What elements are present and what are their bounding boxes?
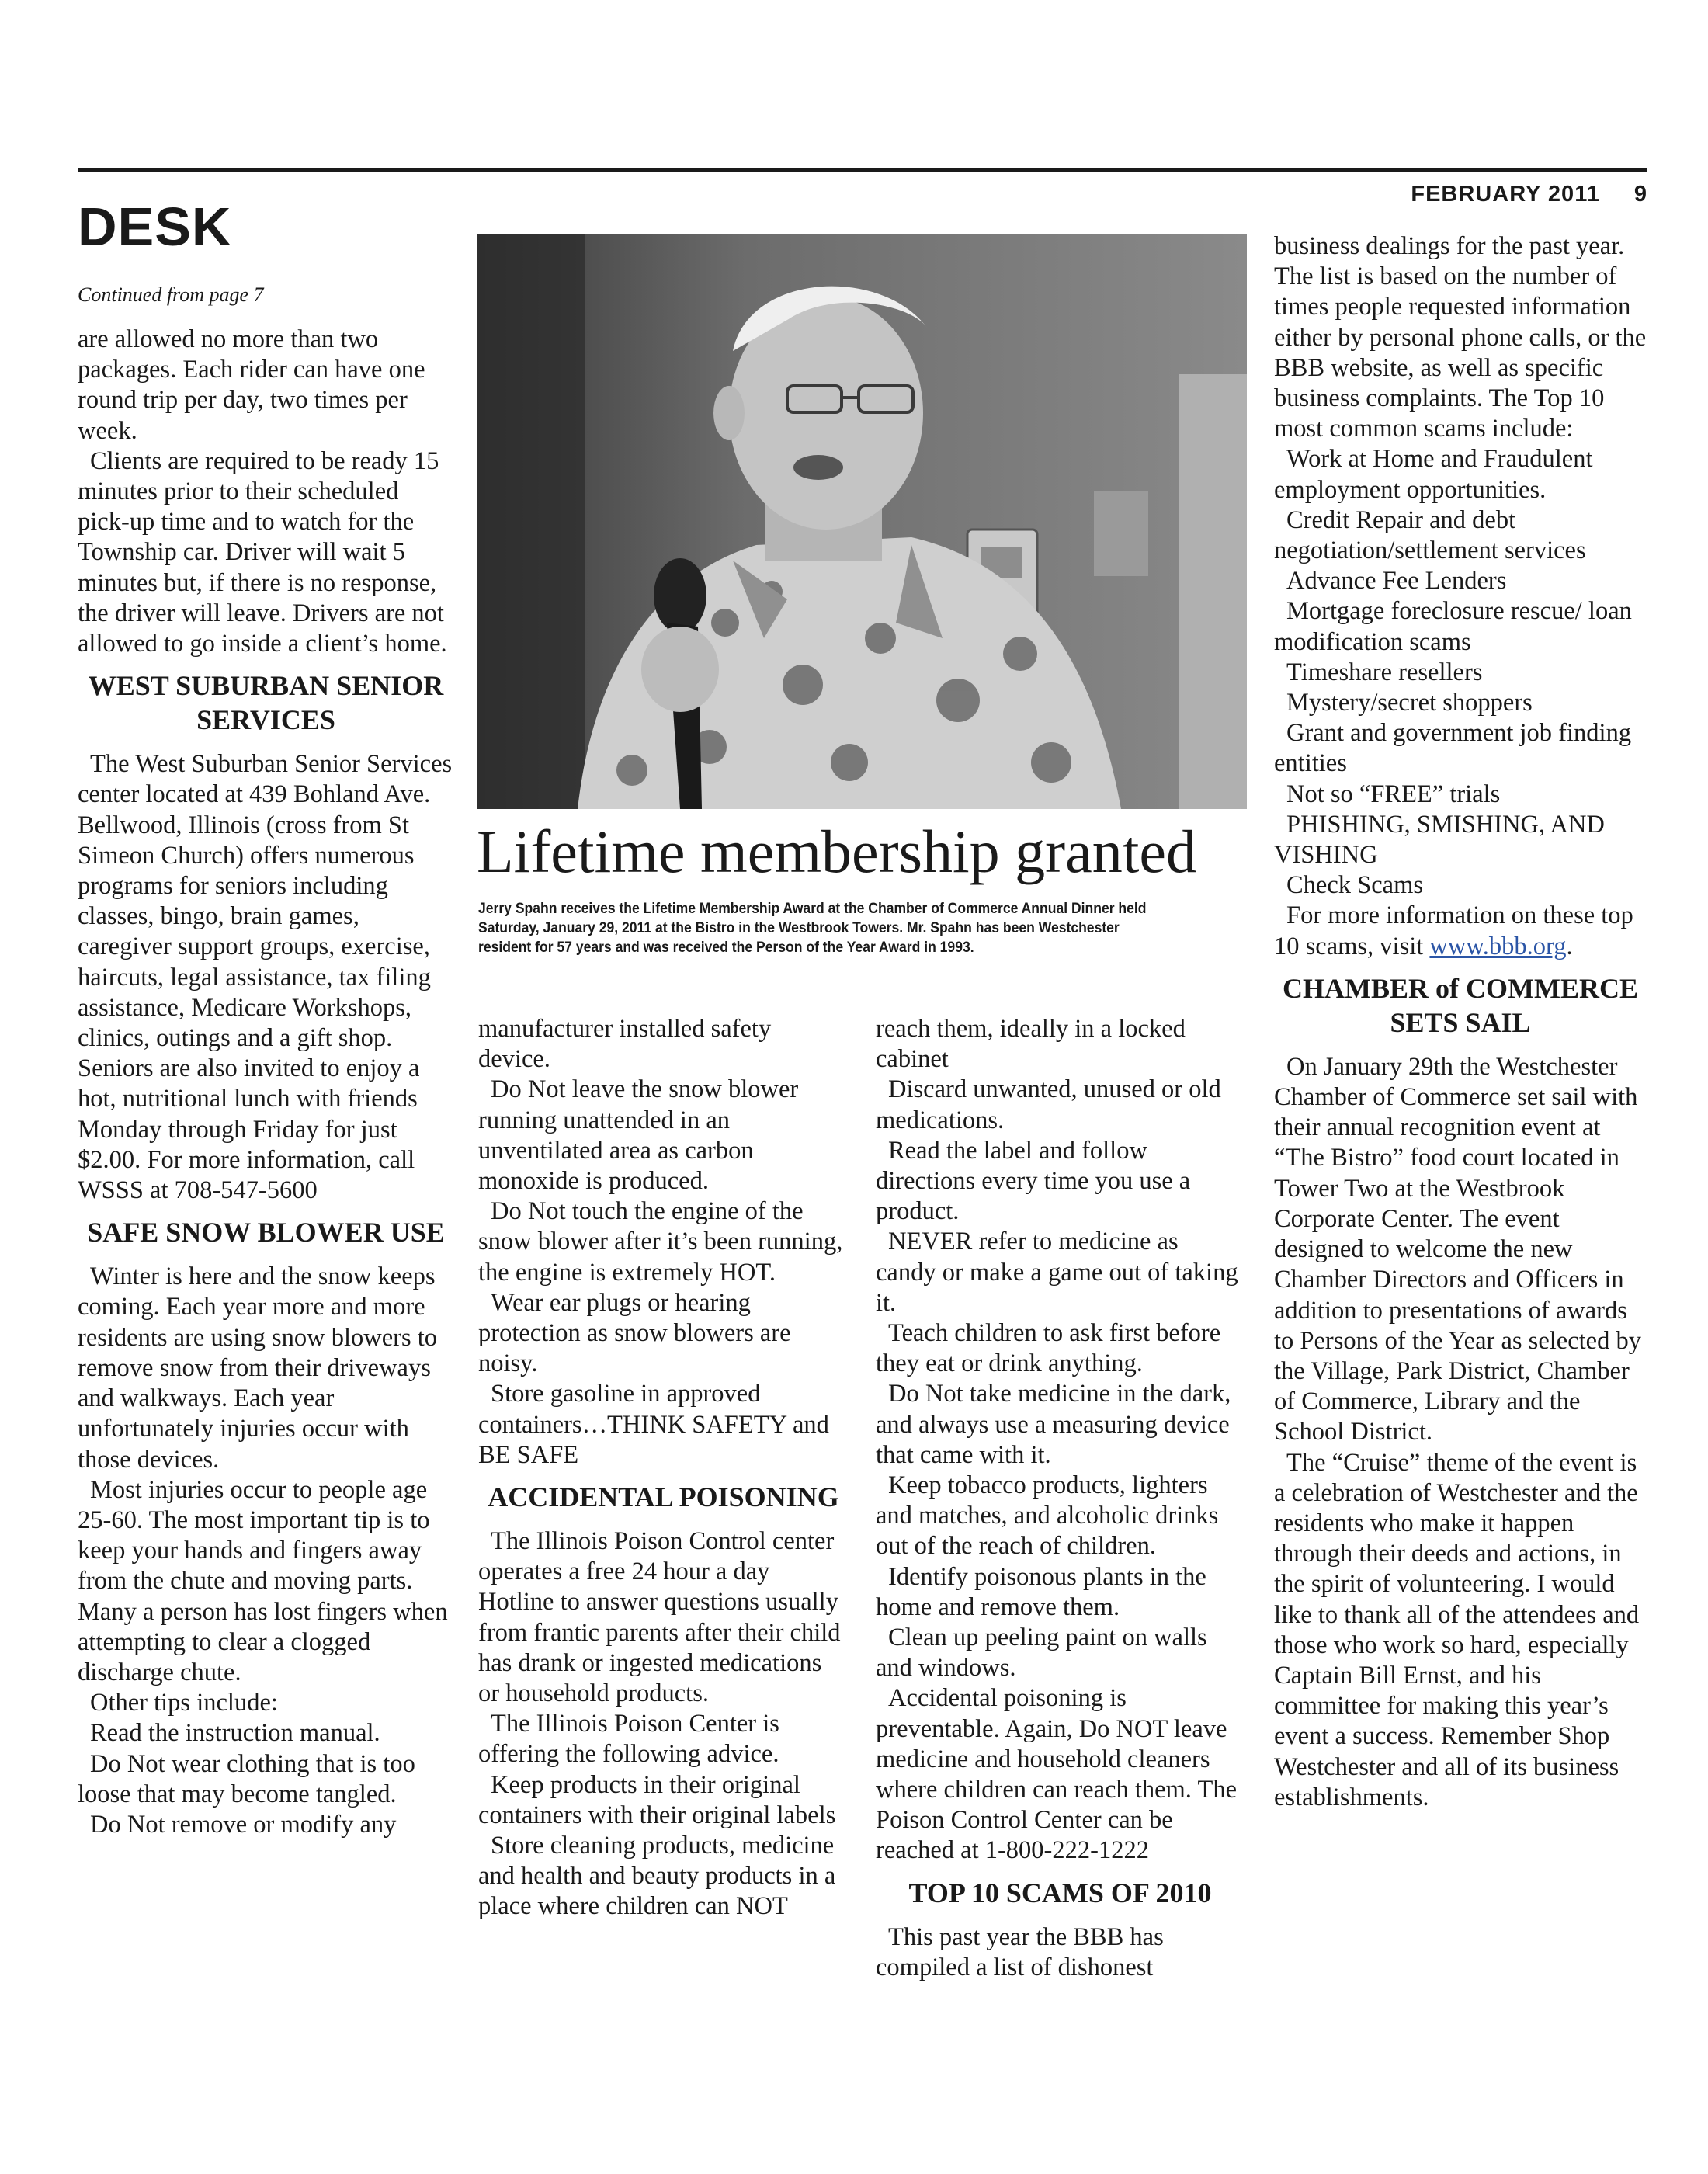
article-paragraph: Check Scams (1286, 871, 1424, 900)
article-column-3 (876, 1014, 1245, 1983)
article-paragraph: Read the label and follow directions every time you use a product. (876, 1136, 1191, 1226)
paragraph-text: For more information on these top 10 scams, visit (1274, 901, 1633, 960)
article-paragraph: PHISHING, SMISHING, AND VISHING (1274, 810, 1605, 870)
article-paragraph: Do Not touch the engine of the snow blower after it’s been running, the engine is extremely HOT. (478, 1197, 843, 1287)
article-paragraph: manufacturer installed safety device. (478, 1015, 772, 1074)
article-paragraph: NEVER refer to medicine as candy or make a game out of taking it. (876, 1228, 1238, 1317)
article-paragraph: The West Suburban Senior Services center located at 439 Bohland Ave. Bellwood, Illinois (cross from St Simeon Church) offers numerous programs for seniors including classes, bingo, brain games, caregiver support groups, exercise, haircuts, legal assistance, tax filing assistance, Medicare Workshops, clinics, outings and a gift shop. Seniors are also invited to enjoy a hot, nutritional lunch with friends Monday through Friday for just $2.00. For more information, call WSSS at 708-547-5600 (78, 750, 453, 1205)
article-paragraph: Identify poisonous plants in the home and remove them. (876, 1562, 1206, 1621)
photo-man-with-microphone (477, 234, 1247, 809)
page-header (1382, 182, 1647, 207)
article-paragraph: Most injuries occur to people age 25-60. The most important tip is to keep your hands and fingers away from the chute and moving parts. Many a person has lost fingers when attempting to clear a clogged discharge chute. (78, 1475, 448, 1686)
section-heading: ACCIDENTAL POISONING (488, 1481, 839, 1513)
article-paragraph: Teach children to ask first before they eat or drink anything. (876, 1319, 1221, 1378)
article-paragraph: The Illinois Poison Center is offering the following advice. (478, 1710, 779, 1769)
section-title: DESK (78, 196, 232, 257)
article-paragraph: Accidental poisoning is preventable. Again, Do NOT leave medicine and household cleaners where children can reach them. The Poison Control Center can be reached at 1-800-222-1222 (876, 1684, 1237, 1865)
article-column-1 (78, 325, 454, 1840)
paragraph-text-end: . (1566, 932, 1573, 960)
article-paragraph: are allowed no more than two packages. Each rider can have one round trip per day, two times per week. (78, 325, 425, 445)
article-paragraph: Work at Home and Fraudulent employment opportunities. (1274, 445, 1593, 504)
article-paragraph: reach them, ideally in a locked cabinet (876, 1015, 1186, 1074)
article-paragraph (1274, 901, 1647, 961)
article-paragraph: The “Cruise” theme of the event is a celebration of Westchester and the residents who make it happen through their deeds and actions, in the spirit of volunteering. I would like to thank all of the attendees and those who work so hard, especially Captain Bill Ernst, and his committee for making this year’s event a success. Remember Shop Westchester and all of its business establishments. (1274, 1448, 1640, 1811)
article-paragraph: Grant and government job finding entities (1274, 719, 1632, 778)
section-heading: CHAMBER of COMMERCE SETS SAIL (1283, 972, 1638, 1038)
article-paragraph: Store cleaning products, medicine and health and beauty products in a place where children can NOT (478, 1832, 836, 1921)
article-paragraph: Other tips include: (90, 1689, 278, 1717)
article-paragraph: Keep tobacco products, lighters and matches, and alcoholic drinks out of the reach of children. (876, 1471, 1219, 1561)
article-paragraph: Timeshare resellers (1286, 658, 1483, 686)
article-paragraph: Read the instruction manual. (90, 1719, 380, 1748)
article-paragraph: Advance Fee Lenders (1286, 567, 1507, 596)
article-paragraph: Keep products in their original containers with their original labels (478, 1770, 836, 1829)
section-heading: SAFE SNOW BLOWER USE (87, 1217, 445, 1248)
article-paragraph: Wear ear plugs or hearing protection as snow blowers are noisy. (478, 1288, 791, 1378)
article-paragraph: Do Not take medicine in the dark, and always use a measuring device that came with it. (876, 1380, 1231, 1469)
article-paragraph: Clean up peeling paint on walls and windows. (876, 1624, 1207, 1683)
section-heading: WEST SUBURBAN SENIOR SERVICES (88, 670, 444, 736)
section-heading: TOP 10 SCAMS OF 2010 (908, 1877, 1212, 1908)
article-column-4 (1274, 231, 1647, 1813)
article-paragraph: Discard unwanted, unused or old medications. (876, 1075, 1221, 1134)
header-rule (78, 168, 1647, 172)
article-paragraph: The Illinois Poison Control center operates a free 24 hour a day Hotline to answer questions usually from frantic parents after their child has drank or ingested medications or household products. (478, 1527, 841, 1708)
page-number: 9 (1633, 182, 1647, 207)
article-paragraph: Mortgage foreclosure rescue/ loan modification scams (1274, 597, 1632, 656)
article-paragraph: Clients are required to be ready 15 minutes prior to their scheduled pick-up time and to watch for the Township car. Driver will wait 5 minutes but, if there is no response, the driver will leave. Drivers are not allowed to go inside a client’s home. (78, 446, 447, 658)
article-paragraph: Not so “FREE” trials (1286, 780, 1501, 808)
article-paragraph: This past year the BBB has compiled a list of dishonest (876, 1922, 1164, 1981)
issue-date: FEBRUARY 2011 (1411, 182, 1600, 207)
article-paragraph: Store gasoline in approved containers…THINK SAFETY and BE SAFE (478, 1380, 829, 1469)
article-paragraph: Do Not leave the snow blower running unattended in an unventilated area as carbon monoxide is produced. (478, 1075, 799, 1196)
article-paragraph: Do Not remove or modify any (90, 1810, 397, 1839)
photo-caption: Jerry Spahn receives the Lifetime Membership Award at the Chamber of Commerce Annual Dinner held Saturday, January 29, 2011 at the Bistro in the Westbrook Towers. Mr. Spahn has been Westchester resident for 57 years and was received the Person of the Year Award in 1993. (478, 900, 1147, 956)
article-column-2 (478, 1014, 849, 1922)
photo-headline: Lifetime membership granted (477, 818, 1197, 885)
article-paragraph: On January 29th the Westchester Chamber of Commerce set sail with their annual recognition event at “The Bistro” food court located in Tower Two at the Westbrook Corporate Center. The event designed to welcome the new Chamber Directors and Officers in addition to presentations of awards to Persons of the Year as selected by the Village, Park District, Chamber of Commerce, Library and the School District. (1274, 1052, 1641, 1446)
article-paragraph: Do Not wear clothing that is too loose that may become tangled. (78, 1749, 415, 1808)
article-paragraph: Winter is here and the snow keeps coming. Each year more and more residents are using snow blowers to remove snow from their driveways and walkways. Each year unfortunately injuries occur with those devices. (78, 1262, 438, 1474)
article-paragraph: business dealings for the past year. The list is based on the number of times people requested information either by personal phone calls, or the BBB website, as well as specific business complaints. The Top 10 most common scams include: (1274, 232, 1647, 443)
continued-from-note: Continued from page 7 (78, 283, 264, 306)
article-paragraph: Mystery/secret shoppers (1286, 689, 1533, 717)
article-paragraph: Credit Repair and debt negotiation/settlement services (1274, 505, 1586, 565)
bbb-website-link[interactable]: www.bbb.org (1429, 932, 1567, 960)
